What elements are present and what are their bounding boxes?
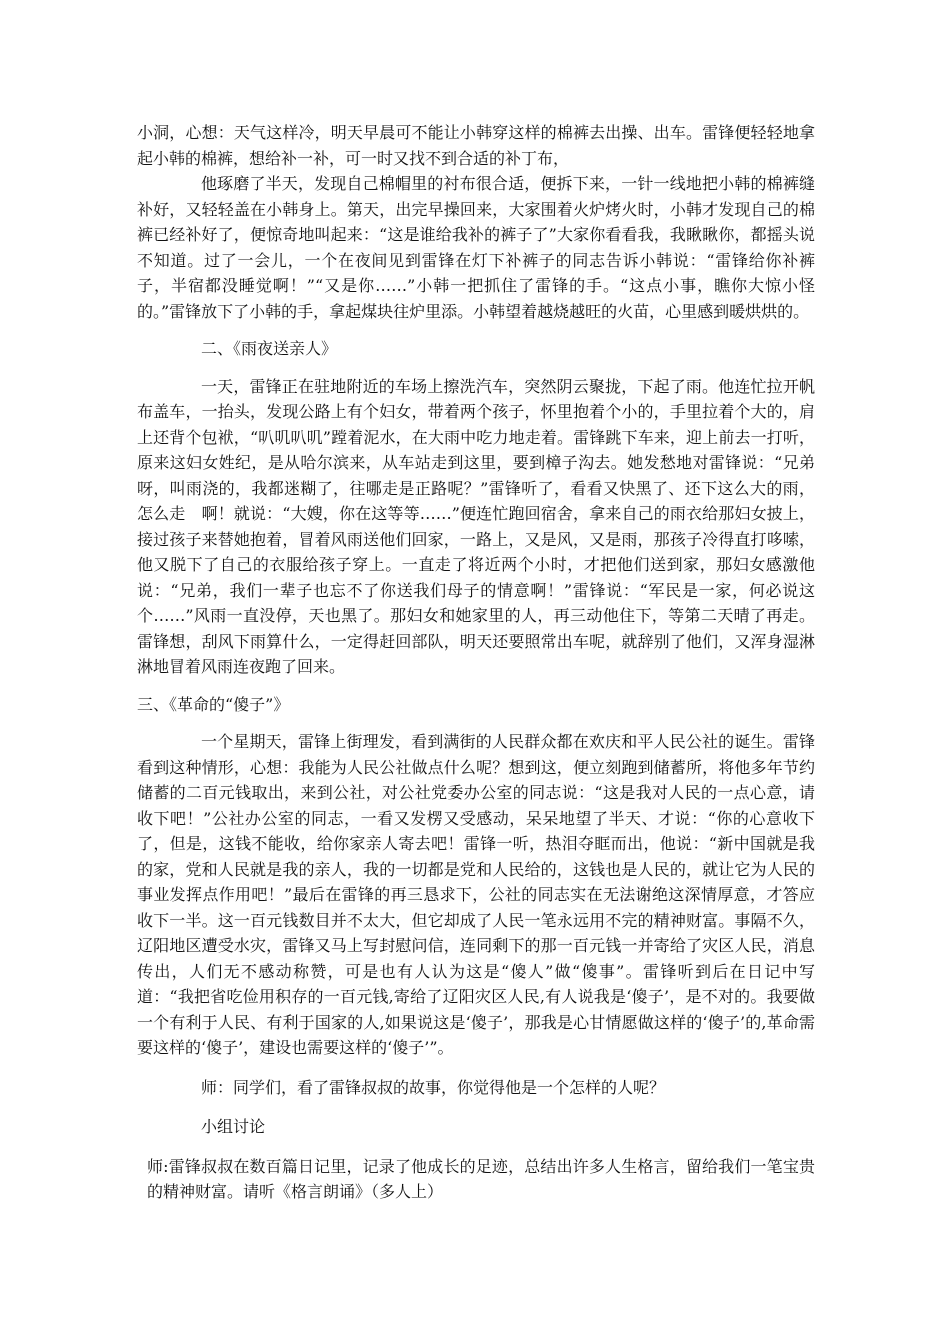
teacher-closing-remark: 师:雷锋叔叔在数百篇日记里，记录了他成长的足迹，总结出许多人生格言，留给我们一笔宝贵的精神财富。请听《格言朗诵》（多人上） bbox=[147, 1156, 815, 1201]
paragraph-continuation: 小洞，心想：天气这样冷，明天早晨可不能让小韩穿这样的棉裤去出操、出车。雷锋便轻轻地拿起小韩的棉裤，想给补一补，可一时又找不到合适的补丁布， bbox=[137, 123, 815, 168]
section-heading-rainy-night: 二、《雨夜送亲人》 bbox=[201, 339, 338, 358]
paragraph-patching-pants: 他琢磨了半天，发现自己棉帽里的衬布很合适，便拆下来，一针一线地把小韩的棉裤缝补好，又轻轻盖在小韩身上。第天，出完早操回来，大家围着火炉烤火时，小韩才发现自己的棉裤已经补好了，便惊奇地叫起来：“这是谁给我补的裤子了”大家你看看我，我瞅瞅你，都摇头说不知道。过了一会儿，一个在夜间见到雷锋在灯下补裤子的同志告诉小韩说：“雷锋给你补裤子，半宿都没睡觉啊！”“又是你……”小韩一把抓住了雷锋的手。“这点小事，瞧你大惊小怪的。”雷锋放下了小韩的手，拿起煤块往炉里添。小韩望着越烧越旺的火苗，心里感到暖烘烘的。 bbox=[137, 174, 815, 321]
paragraph-rainy-night: 一天，雷锋正在驻地附近的车场上擦洗汽车，突然阴云聚拢，下起了雨。他连忙拉开帆布盖车，一抬头，发现公路上有个妇女，带着两个孩子，怀里抱着个小的，手里拉着个大的，肩上还背个包袱，“叭叽叭叽”蹚着泥水，在大雨中吃力地走着。雷锋跳下车来，迎上前去一打听，原来这妇女姓纪，是从哈尔滨来，从车站走到这里，要到樟子沟去。她发愁地对雷锋说：“兄弟呀，叫雨浇的，我都迷糊了，往哪走是正路呢？”雷锋听了，看看又快黑了、还下这么大的雨，怎么走 啊！就说：“大嫂，你在这等等……”便连忙跑回宿舍，拿来自己的雨衣给那妇女披上，接过孩子来替她抱着，冒着风雨送他们回家，一路上，又是风，又是雨，那孩子冷得直打哆嗦，他又脱下了自己的衣服给孩子穿上。一直走了将近两个小时，才把他们送到家，那妇女感激他说：“兄弟，我们一辈子也忘不了你送我们母子的情意啊！”雷锋说：“军民是一家，何必说这个……”风雨一直没停，天也黑了。那妇女和她家里的人，再三动他住下，等第二天晴了再走。雷锋想，刮风下雨算什么，一定得赶回部队，明天还要照常出车呢，就辞别了他们，又浑身湿淋淋地冒着风雨连夜跑了回来。 bbox=[137, 376, 815, 676]
group-discussion-note: 小组讨论 bbox=[201, 1117, 266, 1136]
paragraph-revolutionary-fool: 一个星期天，雷锋上街理发，看到满街的人民群众都在欢庆和平人民公社的诞生。雷锋看到这种情形，心想：我能为人民公社做点什么呢？想到这，便立刻跑到储蓄所，将他多年节约储蓄的二百元钱取出，来到公社，对公社党委办公室的同志说：“这是我对人民的一点心意，请收下吧！”公社办公室的同志，一看又发楞又受感动，呆呆地望了半天、才说：“你的心意收下了，但是，这钱不能收，给你家亲人寄去吧！雷锋一听，热泪夺眶而出，他说：“新中国就是我的家，党和人民就是我的亲人，我的一切都是党和人民给的，这钱也是人民的，就让它为人民的事业发挥点作用吧！”最后在雷锋的再三恳求下，公社的同志实在无法谢绝这深情厚意，才答应收下一半。这一百元钱数目并不太大，但它却成了人民一笔永远用不完的精神财富。事隔不久，辽阳地区遭受水灾，雷锋又马上写封慰问信，连同剩下的那一百元钱一并寄给了灾区人民，消息传出，人们无不感动称赞，可是也有人认为这是“傻人”做“傻事”。雷锋听到后在日记中写道：“我把省吃俭用积存的一百元钱,寄给了辽阳灾区人民,有人说我是‘傻子’，是不对的。我要做一个有利于人民、有利于国家的人,如果说这是‘傻子’，那我是心甘情愿做这样的‘傻子’的,革命需要这样的‘傻子’，建设也需要这样的‘傻子’”。 bbox=[137, 732, 815, 1057]
document-body bbox=[137, 120, 815, 1205]
teacher-question: 师：同学们，看了雷锋叔叔的故事，你觉得他是一个怎样的人呢？ bbox=[201, 1077, 666, 1097]
section-heading-revolutionary-fool: 三、《革命的“傻子”》 bbox=[137, 694, 290, 714]
